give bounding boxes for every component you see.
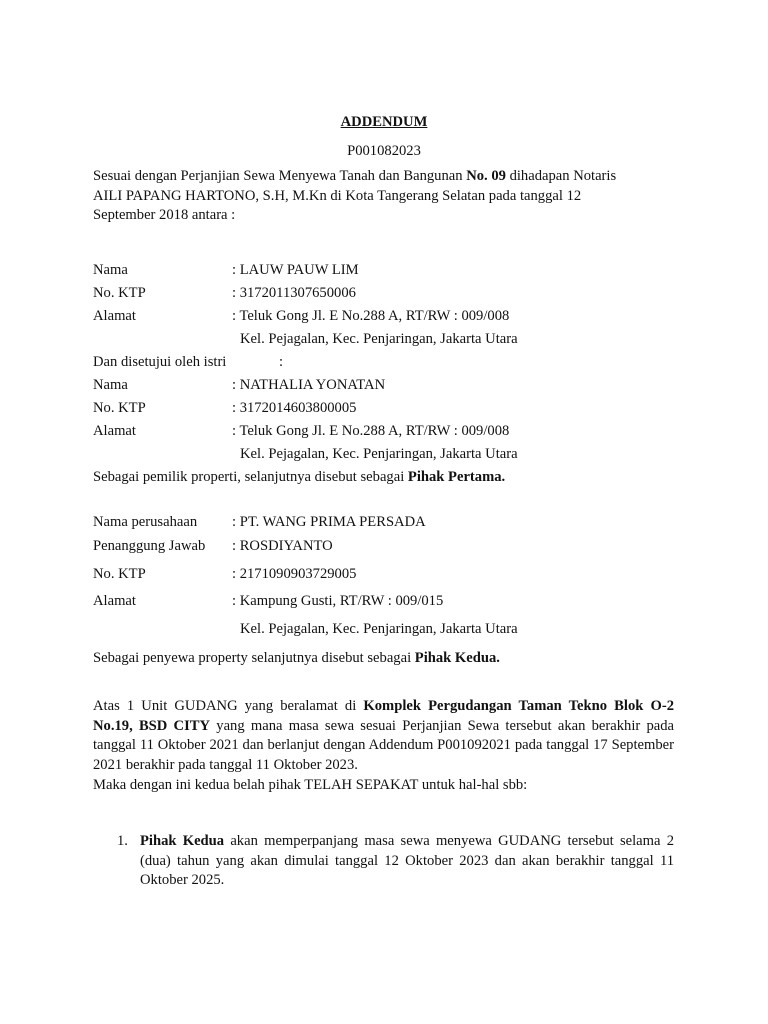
party1-role [93, 469, 505, 486]
party2-role-name: Pihak Kedua. [414, 650, 500, 666]
pic-label: Penanggung Jawab [93, 538, 206, 554]
spouse-approval-label: Dan disetujui oleh istri [93, 354, 227, 370]
spouse-ktp-label: No. KTP [93, 400, 146, 416]
intro-line-1 [93, 168, 616, 185]
list-item [140, 832, 674, 891]
company-label: Nama perusahaan [93, 514, 198, 530]
intro-agreement-number: No. 09 [466, 168, 506, 184]
item-party: Pihak Kedua [140, 833, 225, 849]
party2-ktp-label: No. KTP [93, 566, 146, 582]
object-paragraph [93, 697, 674, 775]
item-text: akan memperpanjang masa sewa menyewa GUDANG tersebut selama 2 (dua) tahun yang akan dimulai tanggal 12 Oktober 2023 dan akan berakhir tanggal 11 Oktober 2025. [140, 833, 675, 888]
company-value: : PT. WANG PRIMA PERSADA [232, 514, 426, 530]
party2-role [93, 650, 500, 667]
object-location: Komplek Pergudangan Taman Tekno Blok O-2 No.19, BSD CITY [93, 698, 674, 734]
pic-value: : ROSDIYANTO [232, 538, 333, 554]
party1-address-value: : Teluk Gong Jl. E No.288 A, RT/RW : 009/008 [232, 308, 510, 324]
document-title: ADDENDUM [340, 114, 428, 130]
party1-role-text: Sebagai pemilik properti, selanjutnya disebut sebagai [93, 469, 408, 485]
intro-text-1: Sesuai dengan Perjanjian Sewa Menyewa Tanah dan Bangunan [93, 168, 467, 184]
document-number: P001082023 [347, 143, 421, 159]
object-text-2: yang mana masa sewa sesuai Perjanjian Sewa tersebut akan berakhir pada tanggal 11 Oktober 2021 dan berlanjut dengan Addendum P001092021 pada tanggal 17 September 2021 berakhir pada tanggal 11 Oktober 2023. [93, 717, 674, 773]
spouse-address-cont: Kel. Pejagalan, Kec. Penjaringan, Jakarta Utara [240, 446, 518, 462]
intro-text-2: dihadapan Notaris [505, 168, 617, 184]
spouse-address-value: : Teluk Gong Jl. E No.288 A, RT/RW : 009/008 [232, 423, 510, 439]
spouse-name-value: : NATHALIA YONATAN [232, 377, 386, 393]
party2-role-text: Sebagai penyewa property selanjutnya disebut sebagai [93, 650, 415, 666]
party2-address-value: : Kampung Gusti, RT/RW : 009/015 [232, 593, 444, 609]
party1-ktp-value: : 3172011307650006 [232, 285, 356, 301]
intro-line-3: September 2018 antara : [93, 207, 236, 223]
party1-ktp-label: No. KTP [93, 285, 146, 301]
party2-ktp-value: : 2171090903729005 [232, 566, 357, 582]
intro-line-2: AILI PAPANG HARTONO, S.H, M.Kn di Kota Tangerang Selatan pada tanggal 12 [93, 188, 582, 204]
agreement-statement: Maka dengan ini kedua belah pihak TELAH SEPAKAT untuk hal-hal sbb: [93, 777, 528, 793]
party1-address-label: Alamat [93, 308, 136, 324]
party2-address-cont: Kel. Pejagalan, Kec. Penjaringan, Jakarta Utara [240, 621, 518, 637]
spouse-approval-colon: : [279, 354, 284, 370]
party2-address-label: Alamat [93, 593, 136, 609]
spouse-name-label: Nama [93, 377, 128, 393]
spouse-address-label: Alamat [93, 423, 136, 439]
spouse-ktp-value: : 3172014603800005 [232, 400, 357, 416]
party1-name-label: Nama [93, 262, 128, 278]
party1-address-cont: Kel. Pejagalan, Kec. Penjaringan, Jakarta Utara [240, 331, 518, 347]
item-number: 1. [117, 833, 128, 849]
party1-role-name: Pihak Pertama. [407, 469, 506, 485]
object-text-1: Atas 1 Unit GUDANG yang beralamat di [93, 698, 364, 714]
party1-name-value: : LAUW PAUW LIM [232, 262, 359, 278]
